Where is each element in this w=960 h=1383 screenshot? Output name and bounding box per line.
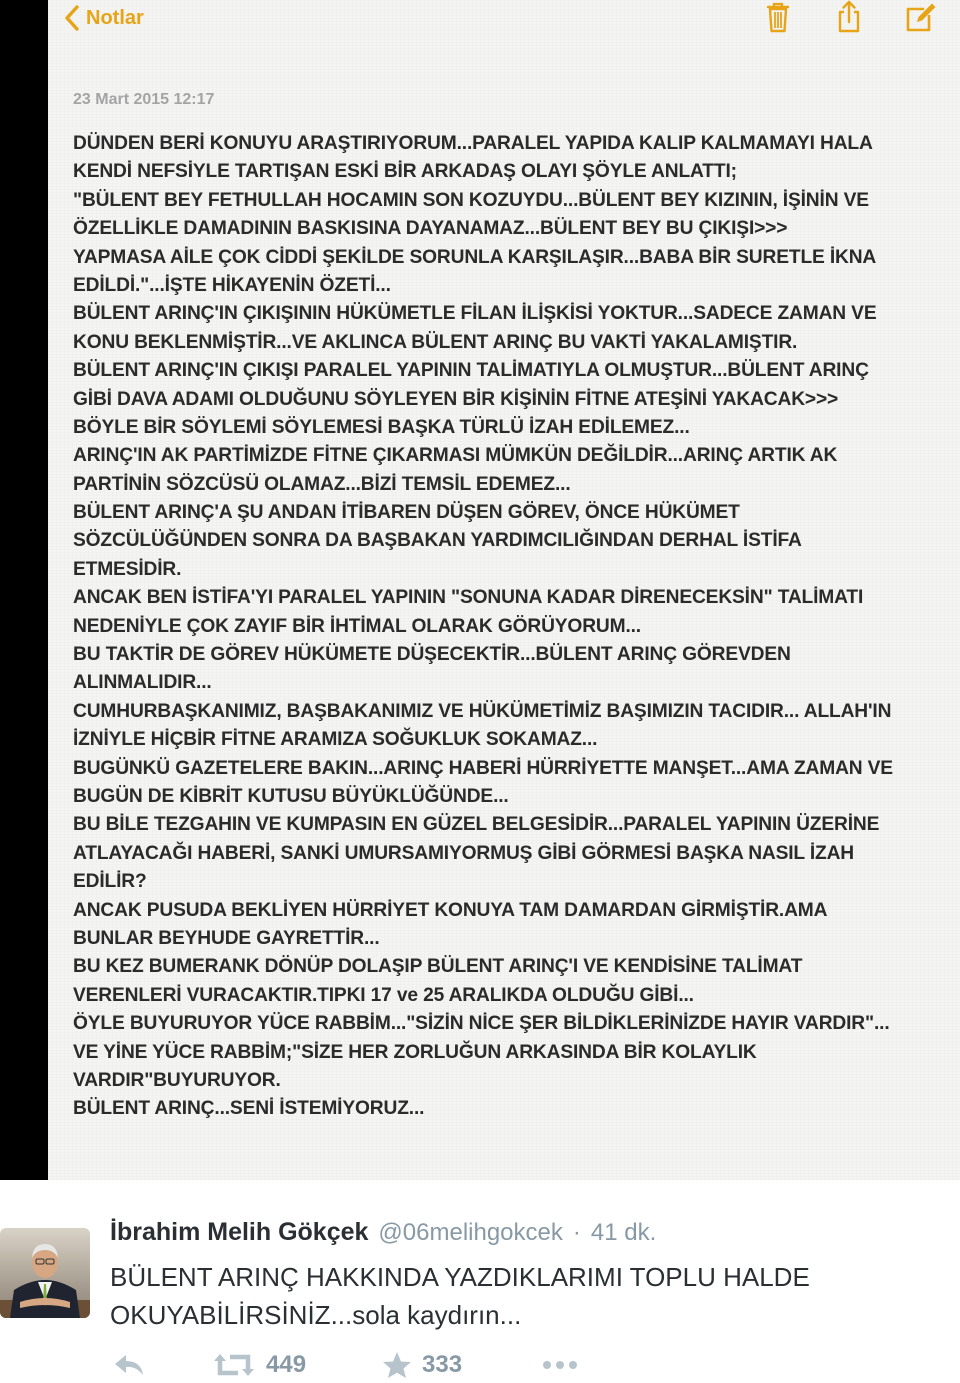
note-line: BU TAKTİR DE GÖREV HÜKÜMETE DÜŞECEKTİR...BÜLENT ARINÇ GÖREVDEN [73, 644, 791, 666]
note-line: BÖYLE BİR SÖYLEMİ SÖYLEMESİ BAŞKA TÜRLÜ İZAH EDİLEMEZ... [73, 416, 690, 438]
trash-icon[interactable] [762, 0, 794, 34]
note-line: BU KEZ BUMERANK DÖNÜP DOLAŞIP BÜLENT ARINÇ'I VE KENDİSİNE TALİMAT [73, 956, 803, 978]
note-line: ETMESİDİR. [73, 558, 182, 580]
note-line: BUGÜNKÜ GAZETELERE BAKIN...ARINÇ HABERİ HÜRRİYETTE MANŞET...AMA ZAMAN VE [73, 757, 893, 779]
note-line: EDİLİR? [73, 871, 147, 893]
note-line: VARDIR"BUYURUYOR. [73, 1069, 281, 1091]
note-line: ANCAK PUSUDA BEKLİYEN HÜRRİYET KONUYA TAM DAMARDAN GİRMİŞTİR.AMA [73, 899, 828, 921]
note-line: BÜLENT ARINÇ'IN ÇIKIŞI PARALEL YAPININ TALİMATIYLA OLMUŞTUR...BÜLENT ARINÇ [73, 360, 869, 382]
note-line: ARINÇ'IN AK PARTİMİZDE FİTNE ÇIKARMASI MÜMKÜN DEĞİLDİR...ARINÇ ARTIK AK [73, 445, 838, 467]
note-line: BU BİLE TEZGAHIN VE KUMPASIN EN GÜZEL BELGESİDİR...PARALEL YAPININ ÜZERİNE [73, 814, 880, 836]
note-line: GİBİ DAVA ADAMI OLDUĞUNU SÖYLEYEN BİR KİŞİNİN FİTNE ATEŞİNİ YAKACAK>>> [73, 388, 839, 410]
avatar[interactable] [0, 1228, 90, 1318]
note-line: ATLAYACAĞI HABERİ, SANKİ UMURSAMIYORMUŞ GİBİ GÖRMESİ BAŞKA NASIL İZAH [73, 842, 854, 864]
note-line: EDİLDİ."...İŞTE HİKAYENİN ÖZETİ... [73, 274, 391, 296]
more-button[interactable] [540, 1350, 580, 1380]
reply-button[interactable] [112, 1350, 146, 1380]
reply-icon [112, 1351, 146, 1379]
note-line: VERENLERİ VURACAKTIR.TIPKI 17 ve 25 ARALIKDA OLDUĞU GİBİ... [73, 984, 694, 1006]
share-icon[interactable] [833, 0, 865, 34]
display-name[interactable]: İbrahim Melih Gökçek [110, 1218, 369, 1246]
separator-dot: · [572, 1219, 581, 1246]
note-line: ALINMALIDIR... [73, 672, 212, 694]
note-line: "BÜLENT BEY FETHULLAH HOCAMIN SON KOZUYDU...BÜLENT BEY KIZININ, İŞİNİN VE [73, 189, 869, 211]
note-line: VE YİNE YÜCE RABBİM;"SİZE HER ZORLUĞUN ARKASINDA BİR KOLAYLIK [73, 1041, 757, 1063]
chevron-left-icon [64, 5, 80, 31]
note-line: ÖZELLİKLE DAMADININ BASKISINA DAYANAMAZ...BÜLENT BEY BU ÇIKIŞI>>> [73, 218, 788, 240]
note-line: BÜLENT ARINÇ...SENİ İSTEMİYORUZ... [73, 1098, 425, 1120]
note-line: BÜLENT ARINÇ'A ŞU ANDAN İTİBAREN DÜŞEN GÖREV, ÖNCE HÜKÜMET [73, 502, 740, 524]
back-button[interactable] [64, 2, 144, 34]
tweet-text-line: BÜLENT ARINÇ HAKKINDA YAZDIKLARIMI TOPLU HALDE [110, 1262, 810, 1292]
note-line: ÖYLE BUYURUYOR YÜCE RABBİM..."SİZİN NİCE ŞER BİLDİKLERİNİZDE HAYIR VARDIR"... [73, 1013, 890, 1035]
star-icon [382, 1351, 412, 1379]
note-line: KENDİ NEFSİYLE TARTIŞAN ESKİ BİR ARKADAŞ OLAYI ŞÖYLE ANLATTI; [73, 161, 737, 183]
note-line: İZNİYLE HİÇBİR FİTNE ARAMIZA SOĞUKLUK SOKAMAZ... [73, 729, 598, 751]
retweet-count: 449 [266, 1351, 307, 1378]
note-body [73, 130, 953, 1124]
note-line: BUGÜN DE KİBRİT KUTUSU BÜYÜKLÜĞÜNDE... [73, 785, 509, 807]
note-line: ANCAK BEN İSTİFA'YI PARALEL YAPININ "SONUNA KADAR DİRENECEKSİN" TALİMATI [73, 587, 864, 609]
user-handle[interactable]: @06melihgokcek [378, 1219, 563, 1246]
note-line: DÜNDEN BERİ KONUYU ARAŞTIRIYORUM...PARALEL YAPIDA KALIP KALMAMAYI HALA [73, 133, 873, 154]
note-line: SÖZCÜLÜĞÜNDEN SONRA DA BAŞBAKAN YARDIMCILIĞINDAN DERHAL İSTİFA [73, 530, 802, 552]
retweet-icon [212, 1351, 256, 1379]
more-icon [540, 1351, 580, 1379]
note-line: BUNLAR BEYHUDE GAYRETTİR... [73, 927, 380, 949]
tweet-header [110, 1218, 656, 1247]
note-line: BÜLENT ARINÇ'IN ÇIKIŞININ HÜKÜMETLE FİLAN İLİŞKİSİ YOKTUR...SADECE ZAMAN VE [73, 303, 877, 325]
tweet [0, 1180, 960, 1383]
note-date: 23 Mart 2015 12:17 [73, 91, 215, 108]
tweet-text [110, 1258, 950, 1334]
note-line: NEDENİYLE ÇOK ZAYIF BİR İHTİMAL OLARAK GÖRÜYORUM... [73, 615, 641, 637]
favorite-button[interactable] [382, 1350, 462, 1380]
compose-icon[interactable] [904, 0, 936, 34]
back-button-label: Notlar [86, 6, 144, 29]
tweet-text-line: OKUYABİLİRSİNİZ...sola kaydırın... [110, 1300, 522, 1330]
note-line: KONU BEKLENMİŞTİR...VE AKLINCA BÜLENT ARINÇ BU VAKTİ YAKALAMIŞTIR. [73, 331, 798, 353]
note-line: CUMHURBAŞKANIMIZ, BAŞBAKANIMIZ VE HÜKÜMETİMİZ BAŞIMIZIN TACIDIR... ALLAH'IN [73, 700, 892, 722]
note-line: PARTİNİN SÖZCÜSÜ OLAMAZ...BİZİ TEMSİL EDEMEZ... [73, 473, 571, 495]
tweet-timestamp[interactable]: 41 dk. [590, 1219, 657, 1246]
note-line: YAPMASA AİLE ÇOK CİDDİ ŞEKİLDE SORUNLA KARŞILAŞIR...BABA BİR SURETLE İKNA [73, 246, 877, 268]
retweet-button[interactable] [212, 1350, 306, 1380]
favorite-count: 333 [422, 1351, 463, 1378]
